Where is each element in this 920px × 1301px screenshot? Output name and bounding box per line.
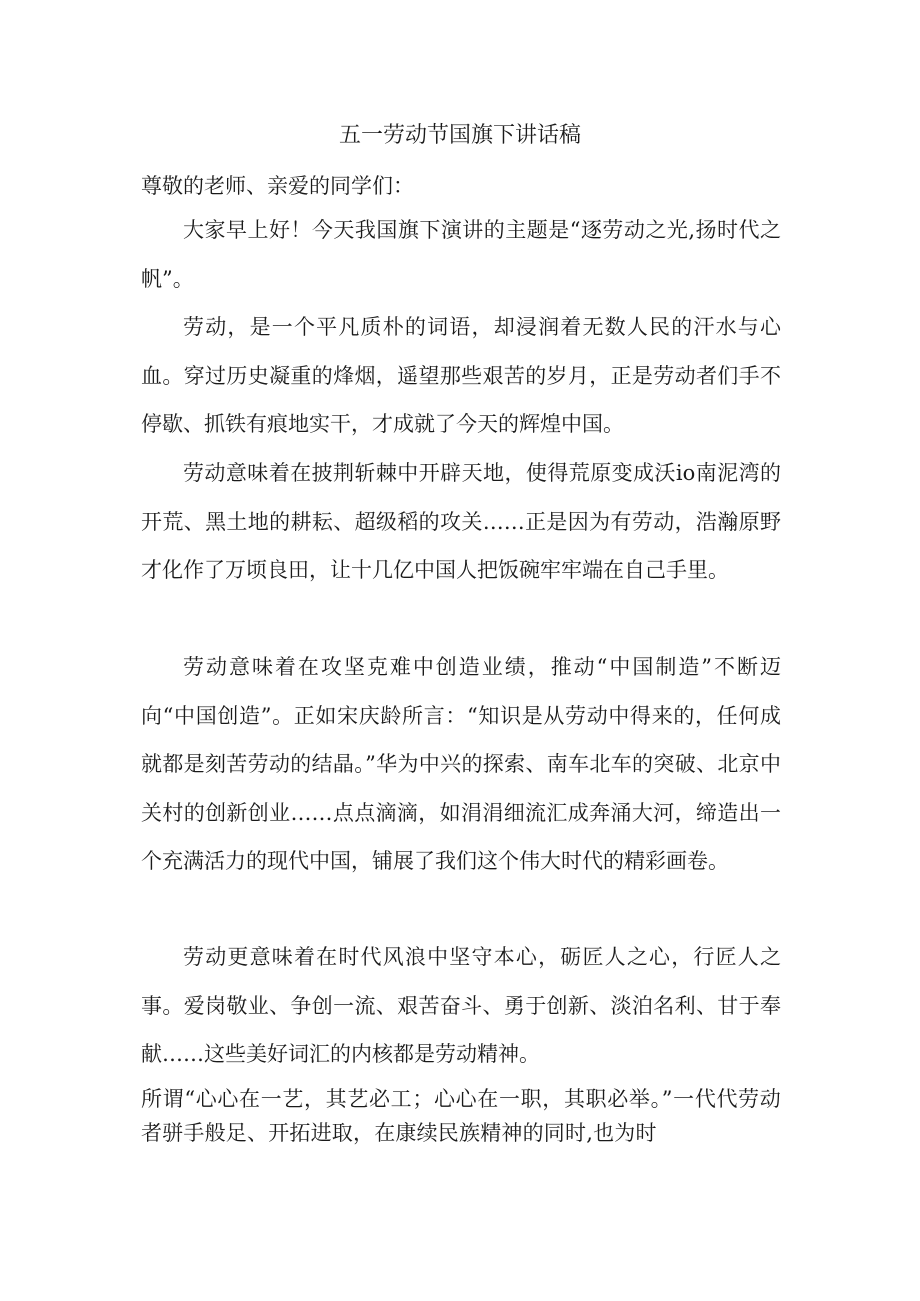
document-title: 五一劳动节国旗下讲话稿 (338, 123, 581, 148)
paragraph-greeting: 大家早上好！今天我国旗下演讲的主题是“逐劳动之光,扬时代之帆”。 (141, 218, 781, 291)
salutation: 尊敬的老师、亲爱的同学们： (141, 174, 414, 198)
paragraph-labor-spirit: 劳动更意味着在时代风浪中坚守本心，砺匠人之心，行匠人之事。爱岗敬业、争创一流、艰苦奋斗、勇于创新、淡泊名利、甘于奉献……这些美好词汇的内核都是劳动精神。 (141, 945, 781, 1066)
paragraph-craftsmanship: 所谓“心心在一艺，其艺必工；心心在一职，其职必举。”一代代劳动者骈手般足、开拓进取，在康续民族精神的同时,也为时 (141, 1087, 781, 1145)
paragraph-labor-land: 劳动意味着在披荆斩棘中开辟天地，使得荒原变成沃io南泥湾的开荒、黑土地的耕耘、超级稻的攻关……正是因为有劳动，浩瀚原野才化作了万顷良田，让十几亿中国人把饭碗牢牢端在自己手里。 (141, 461, 781, 582)
paragraph-labor-innovation: 劳动意味着在攻坚克难中创造业绩，推动“中国制造”不断迈向“中国创造”。正如宋庆龄所言：“知识是从劳动中得来的，任何成就都是刻苦劳动的结晶。”华为中兴的探索、南车北车的突破、北京中关村的创新创业……点点滴滴，如涓涓细流汇成奔涌大河，缔造出一个充满活力的现代中国，铺展了我们这个伟大时代的精彩画卷。 (141, 655, 781, 873)
paragraph-labor-meaning: 劳动，是一个平凡质朴的词语，却浸润着无数人民的汗水与心血。穿过历史凝重的烽烟，遥望那些艰苦的岁月，正是劳动者们手不停歇、抓铁有痕地实干，才成就了今天的辉煌中国。 (141, 315, 781, 436)
